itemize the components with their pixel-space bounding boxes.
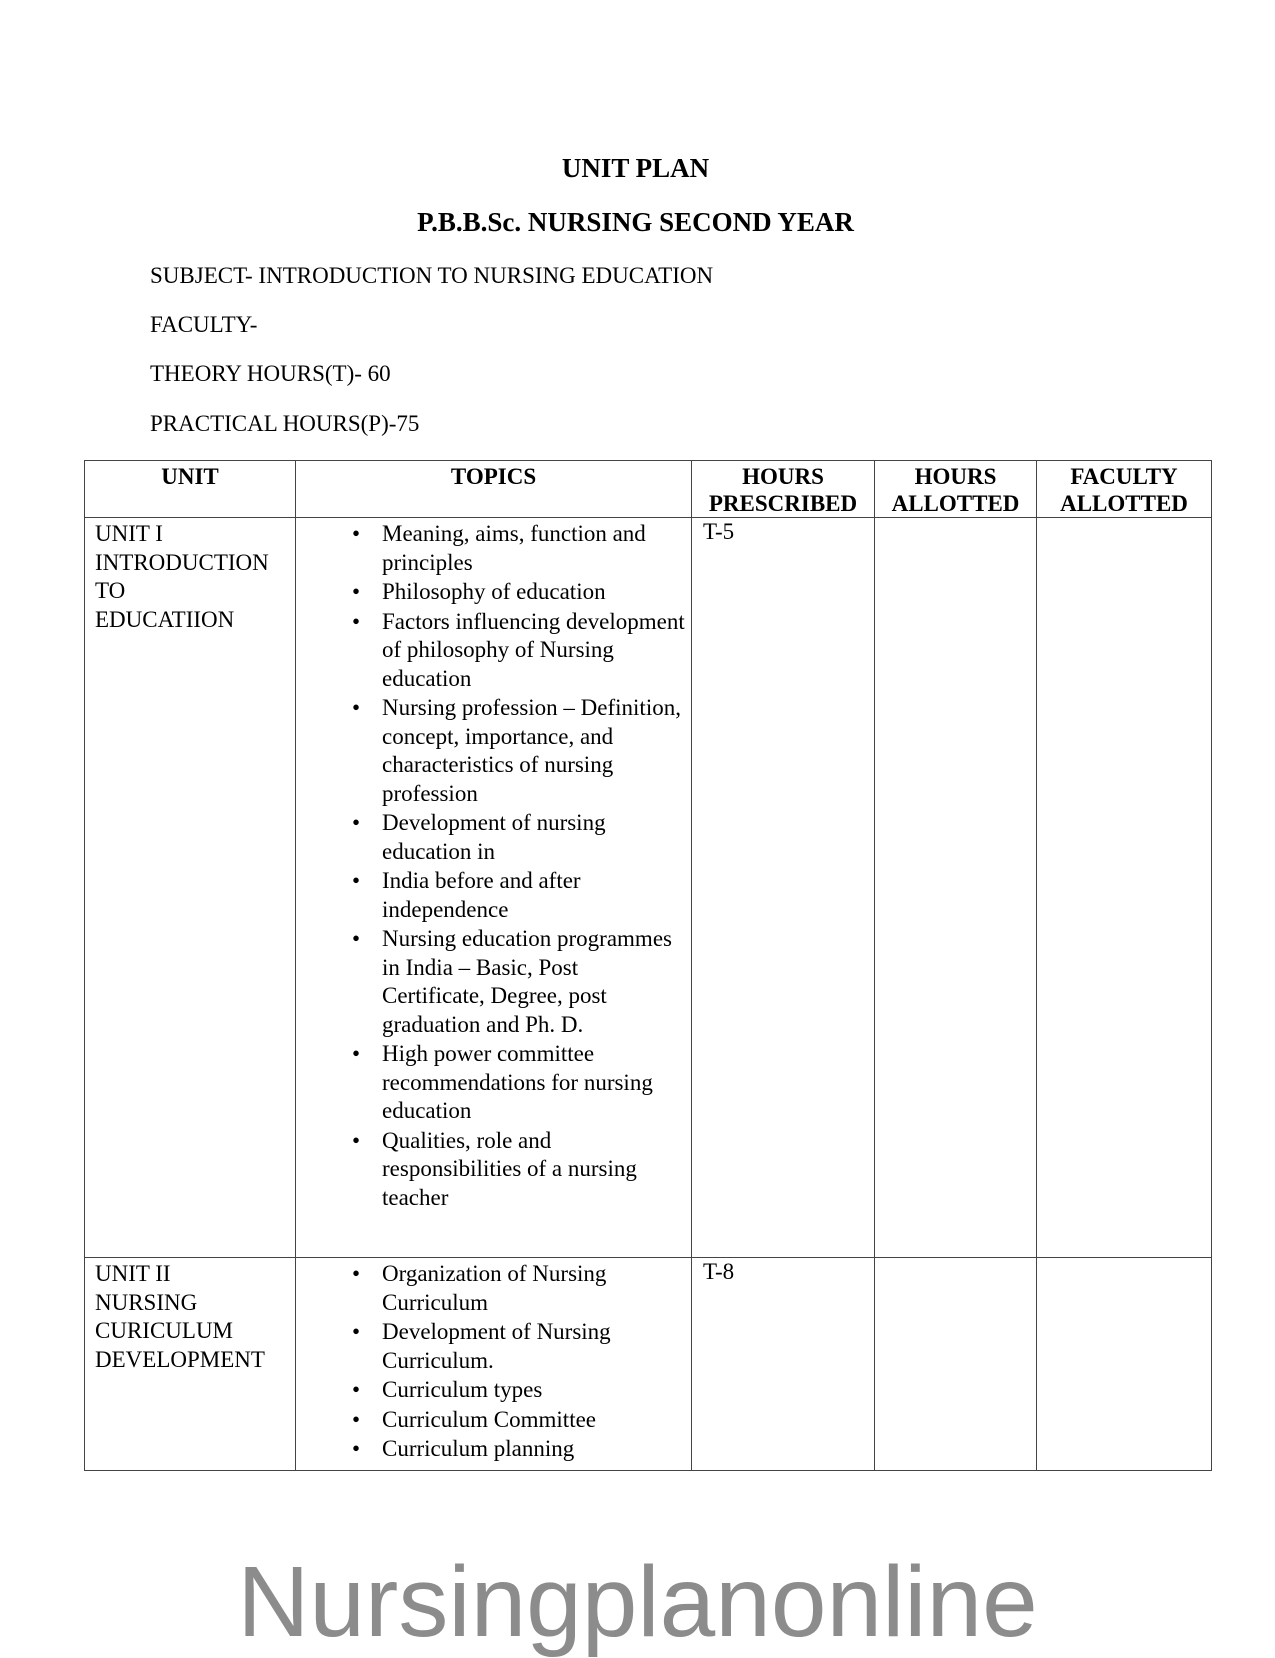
bullet-icon: • bbox=[351, 579, 361, 604]
topics-cell bbox=[296, 518, 692, 1258]
list-item: • Curriculum types bbox=[296, 1376, 685, 1405]
list-item: • Meaning, aims, function and principles bbox=[296, 520, 685, 577]
header-hours-allotted: HOURS ALLOTTED bbox=[875, 461, 1037, 518]
bullet-icon: • bbox=[351, 1436, 361, 1461]
bullet-icon: • bbox=[351, 1319, 361, 1344]
bullet-icon: • bbox=[351, 868, 361, 893]
list-item: • Factors influencing development of philosophy of Nursing education bbox=[296, 608, 685, 694]
bullet-icon: • bbox=[351, 1127, 361, 1153]
bullet-icon: • bbox=[351, 695, 361, 720]
list-item: • India before and after independence bbox=[296, 867, 685, 924]
bullet-icon: • bbox=[351, 1406, 361, 1432]
header-hours-prescribed: HOURS PRESCRIBED bbox=[692, 461, 875, 518]
topics-list bbox=[296, 1260, 685, 1464]
bullet-icon: • bbox=[351, 926, 361, 951]
unit-cell: UNIT I INTRODUCTION TO EDUCATIION bbox=[85, 518, 296, 1258]
topics-list bbox=[296, 520, 685, 1212]
list-item: • Organization of Nursing Curriculum bbox=[296, 1260, 685, 1317]
header-topics: TOPICS bbox=[296, 461, 692, 518]
table-header-row bbox=[85, 461, 1212, 518]
table-row bbox=[85, 518, 1212, 1258]
hours-allotted-cell bbox=[875, 1258, 1037, 1471]
theory-hours-line: THEORY HOURS(T)- 60 bbox=[150, 361, 391, 386]
topics-cell bbox=[296, 1258, 692, 1471]
list-item: • Nursing profession – Definition, concept, importance, and characteristics of nursing profession bbox=[296, 694, 685, 808]
header-faculty-allotted: FACULTY ALLOTTED bbox=[1037, 461, 1212, 518]
bullet-icon: • bbox=[351, 521, 361, 546]
list-item: • High power committee recommendations for nursing education bbox=[296, 1040, 685, 1126]
unit-plan-table bbox=[84, 460, 1212, 1471]
hours-allotted-cell bbox=[875, 518, 1037, 1258]
unit-cell: UNIT II NURSING CURICULUM DEVELOPMENT bbox=[85, 1258, 296, 1471]
list-item: • Philosophy of education bbox=[296, 578, 685, 607]
list-item: • Development of Nursing Curriculum. bbox=[296, 1318, 685, 1375]
table-row bbox=[85, 1258, 1212, 1471]
list-item: • Qualities, role and responsibilities of a nursing teacher bbox=[296, 1127, 685, 1213]
faculty-allotted-cell bbox=[1037, 1258, 1212, 1471]
bullet-icon: • bbox=[351, 1261, 361, 1286]
hours-prescribed-cell: T-5 bbox=[692, 518, 875, 1258]
practical-hours-line: PRACTICAL HOURS(P)-75 bbox=[150, 411, 420, 436]
page-title: UNIT PLAN bbox=[561, 153, 710, 183]
list-item: • Curriculum Committee bbox=[296, 1406, 685, 1435]
bullet-icon: • bbox=[351, 608, 361, 634]
bullet-icon: • bbox=[351, 1041, 361, 1066]
list-item: • Curriculum planning bbox=[296, 1435, 685, 1464]
page-subtitle: P.B.B.Sc. NURSING SECOND YEAR bbox=[417, 207, 854, 237]
watermark: Nursingplanonline bbox=[237, 1546, 1038, 1658]
bullet-icon: • bbox=[351, 1377, 361, 1402]
hours-prescribed-cell: T-8 bbox=[692, 1258, 875, 1471]
faculty-line: FACULTY- bbox=[150, 312, 258, 337]
bullet-icon: • bbox=[351, 810, 361, 835]
faculty-allotted-cell bbox=[1037, 518, 1212, 1258]
list-item: • Nursing education programmes in India – Basic, Post Certificate, Degree, post graduation and Ph. D. bbox=[296, 925, 685, 1039]
list-item: • Development of nursing education in bbox=[296, 809, 685, 866]
subject-line: SUBJECT- INTRODUCTION TO NURSING EDUCATION bbox=[150, 263, 714, 288]
header-unit: UNIT bbox=[85, 461, 296, 518]
